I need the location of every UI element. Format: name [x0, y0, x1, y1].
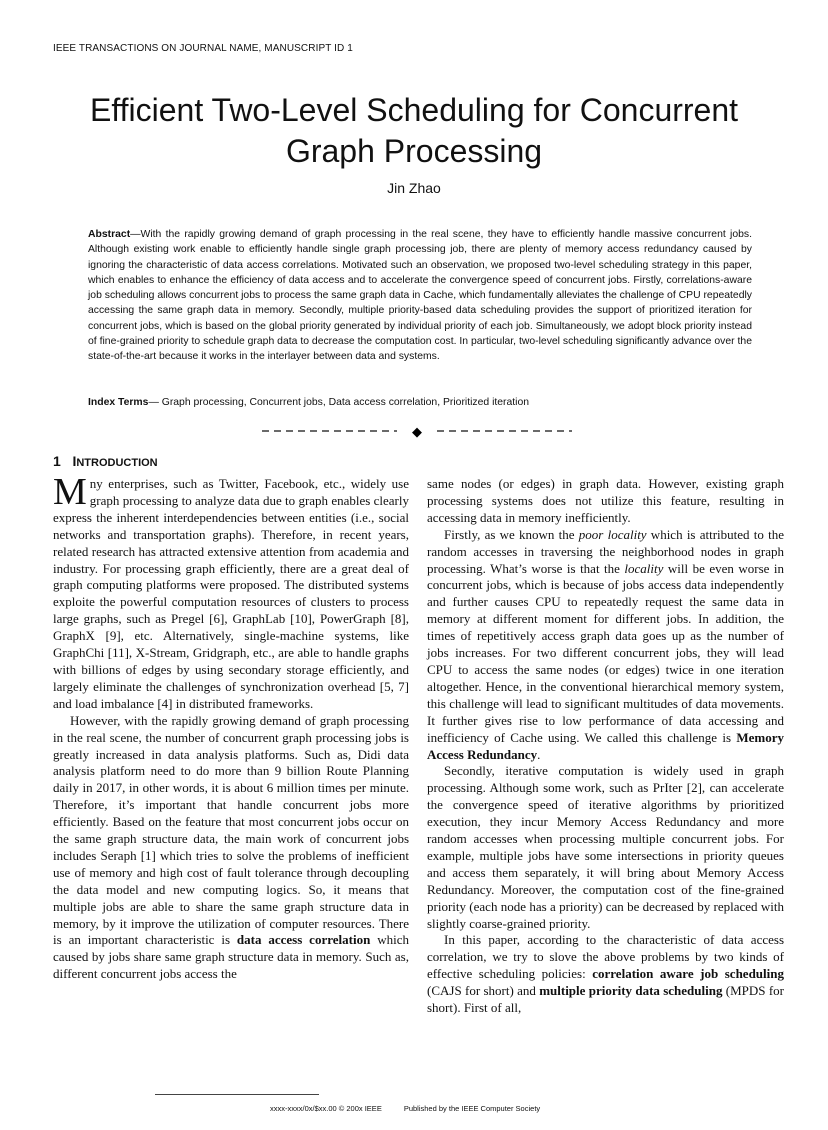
abstract-text: —With the rapidly growing demand of graph processing in the real scene, they have to efficiently handle massive concurrent jobs. Although existing work enable to efficiently handle single graph processing job, there are plenty of memory access redundancy caused by ignoring the characteristic of data access correlations. Motivated such an observation, we proposed two-level scheduling strategy in this paper, which enables to enhance the efficiency of data access and to accelerate the convergence speed of concurrent jobs. Firstly, correlations-aware job scheduling allows concurrent jobs to process the same graph data in Cache, which fundamentally alleviates the challenge of CPU repeatedly accessing the same graph data in memory. Secondly, multiple priority-based data scheduling provides the support of prioritized iteration for concurrent jobs, which is based on the global priority generated by individual priority of each job. Simultaneously, we adopt block priority instead of fine-grained priority to schedule graph data to decrease the computation cost. In particular, two-level scheduling significantly advance over the state-of-the-art because it works in the interlayer between data and systems.: [88, 229, 752, 363]
right-column: [427, 476, 784, 1017]
footer-publisher: Published by the IEEE Computer Society: [403, 1104, 541, 1113]
running-header: IEEE TRANSACTIONS ON JOURNAL NAME, MANUSCRIPT ID 1: [53, 43, 353, 54]
index-terms-label: Index Terms: [88, 397, 149, 408]
bold-term: data access correlation: [236, 932, 371, 948]
section-heading: [53, 453, 158, 469]
paragraph: [427, 527, 784, 764]
paragraph-text: In this paper, according to the characteristic of data access correlation, we try to slove the above problems by two kinds of effective scheduling policies:: [427, 932, 784, 982]
paragraph-text: which is attributed to the random accesses in traversing the neighborhood nodes in graph processing. What’s worse is that the: [427, 526, 784, 576]
italic-term: locality: [624, 560, 664, 576]
section-number: 1: [53, 453, 61, 469]
bold-term: Memory Access Redundancy: [427, 729, 784, 762]
footer-rule: [155, 1094, 319, 1095]
paragraph: [427, 476, 784, 527]
abstract: [88, 227, 752, 365]
section-separator: [262, 424, 572, 438]
paragraph: [427, 932, 784, 1017]
section-title-rest: NTRODUCTION: [76, 457, 158, 469]
paragraph: [53, 471, 409, 713]
paragraph-text: Secondly, iterative computation is widely used in graph processing. Although some work, such as PrIter [2], can accelerate the convergence speed of iterative algorithms by prioritized execution, they incur Memory Access Redundancy and more random accesses when processing multiple concurrent jobs. For example, multiple jobs have some intersections in priority queues and access them separately, it will bring about Memory Access Redundancy. Moreover, the computation cost of the fine-grained priority (each node has a priority) can be decreased by replaced with slightly coarse-grained priority.: [427, 763, 784, 931]
abstract-label: Abstract: [88, 229, 131, 240]
paragraph: [53, 713, 409, 984]
paragraph-text: However, with the rapidly growing demand of graph processing in the real scene, the number of concurrent graph processing jobs is greatly increased in data analysis platforms. Such as, Didi data analysis platform need to do more than 9 billion Route Planning daily in 2017, in other words, it is about 6 million times per minute. Therefore, it’s important that handle concurrent jobs more efficiently. Based on the feature that most concurrent jobs occur on the same graph structure data, the main work of concurrent jobs includes Seraph [1] which tries to solve the problems of inefficient use of memory and high cost of fault tolerance through decoupling the data model and new computing logics. So, it means that multiple jobs are able to share the same graph structure data in memory, by it improve the utilization of computer resources. There is an important characteristic is: [53, 712, 409, 948]
paragraph-text: .: [537, 746, 541, 762]
author-name: Jin Zhao: [387, 180, 441, 196]
title-line-1: Efficient Two-Level Scheduling for Concurrent: [89, 92, 739, 128]
bold-term: correlation aware job scheduling: [592, 966, 784, 982]
index-terms-text: — Graph processing, Concurrent jobs, Data access correlation, Prioritized iteration: [148, 397, 530, 408]
bold-term: multiple priority data scheduling: [539, 983, 723, 999]
title-line-2: Graph Processing: [285, 133, 543, 169]
italic-term: poor locality: [578, 526, 647, 542]
paragraph-text: (CAJS for short) and: [427, 983, 540, 999]
paragraph-text: (MPDS for short). First of all,: [427, 983, 784, 1016]
paper-title: [30, 90, 798, 172]
paragraph-text: Firstly, as we known the: [444, 526, 579, 542]
left-column: [53, 471, 409, 983]
diamond-icon: ◆: [412, 425, 422, 438]
drop-cap: M: [53, 471, 87, 513]
footer-copyright: xxxx-xxxx/0x/$xx.00 © 200x IEEE: [270, 1104, 382, 1113]
paragraph-text: will be even worse in concurrent jobs, which is because of jobs access data independently and further causes CPU to repeatedly request the same data in memory at different moment for different jobs. In addition, the times of repetitively access graph data goes up as the number of jobs increases. For two different concurrent jobs, they will lead CPU to access the same nodes (or edges) twice in one iteration altogether. Hence, in the conventional hierarchical memory system, this challenge will lead to significant multitudes of data movements. It further gives rise to low performance of data accessing and inefficiency of Cache using. We called this challenge is: [427, 560, 784, 745]
paragraph-text: which caused by jobs share same graph structure data in memory. Such as, different concurrent jobs access the: [53, 932, 409, 982]
index-terms: [88, 397, 529, 408]
paragraph-text: same nodes (or edges) in graph data. However, existing graph processing systems does not utilize this feature, resulting in accessing data in memory inefficiently.: [427, 476, 784, 525]
paragraph: [427, 763, 784, 932]
section-title-initial: I: [72, 453, 77, 469]
paragraph-text: ny enterprises, such as Twitter, Facebook, etc., widely use graph processing to analyze data due to graph enables clearly express the inherent interdependencies between entities (i.e., social networks and transportation graphs). Therefore, in recent years, related research has attracted extensive attention from academia and industry. For processing graph efficiently, there are a great deal of graph computing platforms were proposed. The distributed systems exploite the powerful computation resources of clusters to process large graphs, such as Pregel [6], GraphLab [10], PowerGraph [8], GraphX [9], etc. Alternatively, single-machine systems, like GraphChi [11], X-Stream, Gridgraph, etc., are able to handle graphs with billions of edges by using secondary storage efficiently, and largely eliminate the challenges of synchronization overhead [5, 7] and load imbalance [4] in distributed frameworks.: [53, 476, 409, 711]
footer: [270, 1104, 540, 1113]
